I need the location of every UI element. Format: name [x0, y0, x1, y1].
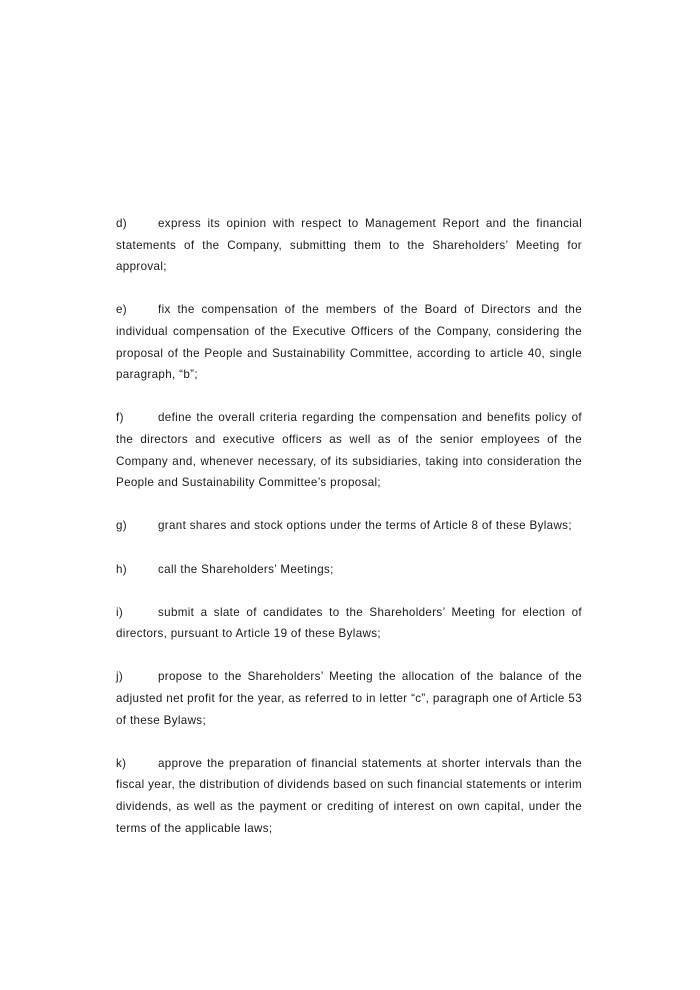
item-text: approve the preparation of financial statements at shorter intervals than the fiscal year, the distribution of dividends based on such financial statements or interim dividends, as well as the payment or crediting of interest on own capital, under the terms of the applicable laws; [116, 756, 582, 835]
list-item [116, 559, 582, 581]
item-marker: e) [116, 303, 128, 317]
list-item [116, 407, 582, 493]
list-item [116, 602, 582, 645]
item-text: express its opinion with respect to Management Report and the financial statements of the Company, submitting them to the Shareholders’ Meeting for approval; [116, 217, 582, 274]
item-text: fix the compensation of the members of the Board of Directors and the individual compensation of the Executive Officers of the Company, considering the proposal of the People and Sustainability Committee, according to article 40, single paragraph, “b”; [116, 303, 582, 382]
item-marker: f) [116, 411, 124, 425]
item-text: define the overall criteria regarding the compensation and benefits policy of the directors and executive officers as well as of the senior employees of the Company and, whenever necessary, of its subsidiaries, taking into consideration the People and Sustainability Committee’s proposal; [116, 411, 582, 490]
item-marker: h) [116, 562, 128, 576]
list-item [116, 213, 582, 278]
item-text: propose to the Shareholders’ Meeting the allocation of the balance of the adjusted net profit for the year, as referred to in letter “c”, paragraph one of Article 53 of these Bylaws; [116, 670, 582, 727]
item-marker: k) [116, 756, 127, 770]
list-item [116, 666, 582, 731]
item-marker: d) [116, 217, 128, 230]
item-text: grant shares and stock options under the terms of Article 8 of these Bylaws; [158, 519, 572, 533]
bylaws-list [116, 213, 582, 861]
list-item [116, 299, 582, 385]
list-item [116, 753, 582, 839]
item-text: submit a slate of candidates to the Shareholders’ Meeting for election of directors, pursuant to Article 19 of these Bylaws; [116, 605, 582, 641]
item-marker: i) [116, 605, 124, 619]
item-marker: g) [116, 519, 128, 533]
item-marker: j) [116, 670, 124, 684]
item-text: call the Shareholders’ Meetings; [158, 562, 334, 576]
list-item [116, 515, 582, 537]
